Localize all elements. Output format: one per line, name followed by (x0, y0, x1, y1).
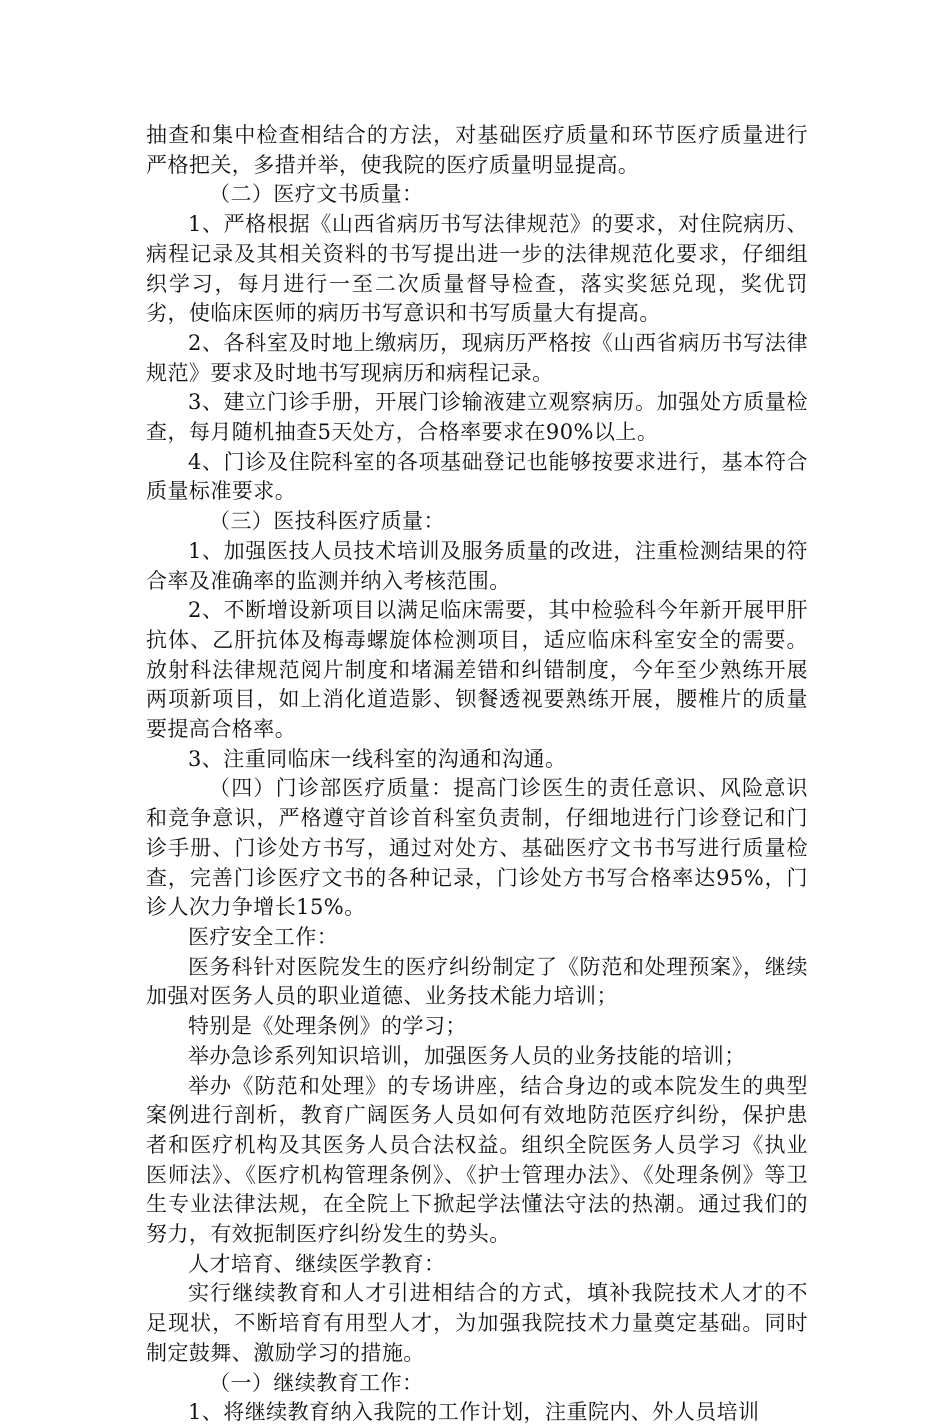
paragraph: 2、不断增设新项目以满足临床需要，其中检验科今年新开展甲肝抗体、乙肝抗体及梅毒螺旋体检测项目，适应临床科室安全的需要。放射科法律规范阅片制度和堵漏差错和纠错制度，今年至少熟练开展两项新项目，如上消化道造影、钡餐透视要熟练开展，腰椎片的质量要提高合格率。 (146, 598, 808, 742)
paragraph: 举办《防范和处理》的专场讲座，结合身边的或本院发生的典型案例进行剖析，教育广阔医务人员如何有效地防范医疗纠纷，保护患者和医疗机构及其医务人员合法权益。组织全院医务人员学习《执业医师法》、《医疗机构管理条例》、《护士管理办法》、《处理条例》等卫生专业法律法规，在全院上下掀起学法懂法守法的热潮。通过我们的努力，有效扼制医疗纠纷发生的势头。 (146, 1073, 808, 1247)
paragraph: 医务科针对医院发生的医疗纠纷制定了《防范和处理预案》，继续加强对医务人员的职业道德、业务技术能力培训； (146, 954, 808, 1009)
paragraph: 4、门诊及住院科室的各项基础登记也能够按要求进行，基本符合质量标准要求。 (146, 449, 808, 504)
paragraph: 抽查和集中检查相结合的方法，对基础医疗质量和环节医疗质量进行严格把关，多措并举，使我院的医疗质量明显提高。 (146, 123, 808, 177)
paragraph: 3、注重同临床一线科室的沟通和沟通。 (188, 746, 567, 771)
section-heading: （四）门诊部医疗质量：提高门诊医生的责任意识、风险意识和竞争意识，严格遵守首诊首科室负责制，仔细地进行门诊登记和门诊手册、门诊处方书写，通过对处方、基础医疗文书书写进行质量检查，完善门诊医疗文书的各种记录，门诊处方书写合格率达95%，门诊人次力争增长15%。 (146, 776, 808, 920)
section-heading: （二）医疗文书质量： (209, 182, 424, 207)
paragraph: 1、加强医技人员技术培训及服务质量的改进，注重检测结果的符合率及准确率的监测并纳入考核范围。 (146, 538, 808, 593)
paragraph: 特别是《处理条例》的学习； (188, 1014, 467, 1039)
paragraph: 实行继续教育和人才引进相结合的方式，填补我院技术人才的不足现状，不断培育有用型人才，为加强我院技术力量奠定基础。同时制定鼓舞、激励学习的措施。 (146, 1281, 808, 1365)
paragraph: 1、严格根据《山西省病历书写法律规范》的要求，对住院病历、病程记录及其相关资料的书写提出进一步的法律规范化要求，仔细组织学习，每月进行一至二次质量督导检查，落实奖惩兑现，奖优罚劣，使临床医师的病历书写意识和书写质量大有提高。 (146, 212, 808, 326)
section-heading: 人才培育、继续医学教育： (188, 1251, 446, 1276)
section-heading: 医疗安全工作： (188, 924, 339, 949)
section-heading: （三）医技科医疗质量： (209, 509, 445, 534)
section-heading: （一）继续教育工作： (209, 1370, 424, 1395)
paragraph: 举办急诊系列知识培训，加强医务人员的业务技能的培训； (188, 1043, 746, 1068)
paragraph: 1、将继续教育纳入我院的工作计划，注重院内、外人员培训 (188, 1400, 760, 1425)
document-body (146, 121, 808, 1428)
paragraph: 3、建立门诊手册，开展门诊输液建立观察病历。加强处方质量检查，每月随机抽查5天处方，合格率要求在90%以上。 (146, 390, 808, 445)
paragraph: 2、各科室及时地上缴病历，现病历严格按《山西省病历书写法律规范》要求及时地书写现病历和病程记录。 (146, 330, 808, 385)
